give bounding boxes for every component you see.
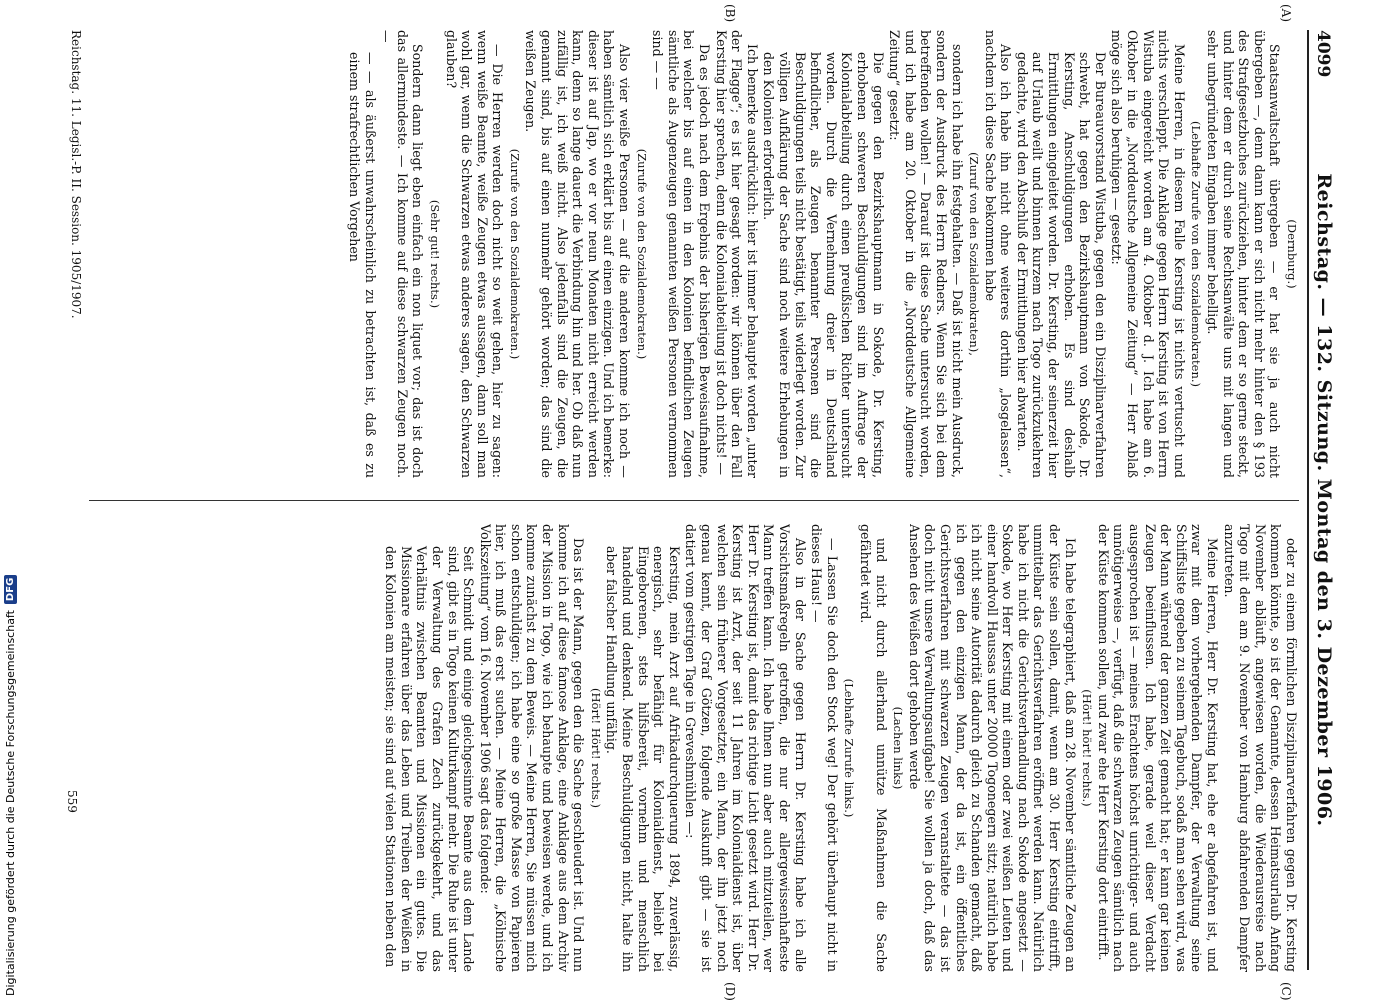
interjection: (Hört! hört! rechts.) <box>1080 689 1095 807</box>
interjection: (Dernburg.) <box>1285 219 1299 289</box>
paragraph: Ich habe telegraphiert, daß am 28. November sämtliche Zeugen an der Küste sein sollen, damit, wenn am 30. Herr Kersting eintrifft, unmittelbar das Gerichtsverfahren eröffnet werden kann. Natürlich habe ich nicht die Gerichtsverhandlung nach Sokode angesetzt — Sokode, wo Herr Kersting mit einem oder zwei weißen Leuten und einer handvoll Haussas unter 20000 Togonegern sitzt; natürlich habe ich nicht seine Autorität dadurch gleich zu Schanden gemacht, daß ich gegen den einzigen Mann, der da ist, ein öffentliches Gerichtsverfahren mit schwarzen Zeugen veranstaltete — das ist doch nicht unsere Verwaltungsaufgabe! Sie wollen ja doch, daß das Ansehen des Weißen dort gehoben werde <box>906 524 1078 972</box>
paragraph: sondern ich habe ihn festgehalten. — Daß ist nicht mein Ausdruck, sondern der Ausdruck des Herrn Redners. Wenn Sie sich bei dem betreffenden wollen! — Darauf ist diese Sache untersucht worden, und ich habe am 20. Oktober in die „Norddeutsche Allgemeine Zeitung“ gesetzt: <box>887 30 965 478</box>
margin-mark-a: (A) <box>1279 4 1293 23</box>
paragraph: Der Bureauvorstand Wistuba, gegen den ein Disziplinarverfahren schwebt, hat gegen den Bezirkshauptmann von Sokode, Dr. Kersting, Anschuldigungen erhoben. Es sind deshalb Ermittlungen eingeleitet worden. Dr. Kersting, der seinerzeit hier auf Urlaub weilt und binnen kurzem nach Togo zurückzukehren gedachte, wird den Abschluß der Ermittlungen hier abwarten. <box>1014 52 1108 478</box>
header-rule <box>1307 30 1309 970</box>
paragraph: Also ich habe ihn nicht ohne weiteres dorthin „losgelassen“, nachdem ich diese Sache bekommen habe <box>982 30 1014 478</box>
left-column <box>99 30 1299 478</box>
paragraph: — Lassen Sie doch den Stock weg! Der gehört überhaupt nicht in dieses Haus! — <box>809 524 840 972</box>
margin-mark-b: (B) <box>723 4 737 23</box>
interjection: (Zurufe von den Sozialdemokraten.) <box>634 148 649 360</box>
paragraph: Meine Herren, Herr Dr. Kersting hat, ehe er abgefahren ist, und zwar mit dem vorhergehenden Dampfer, der Verwaltung seine Schiffsliste gegeben zu seinem Tagebuch, sodaß man sehen wird, was der Mann während der ganzen Zeit gemacht hat; er kann gar keinen Zeugen beeinflussen. Ich habe, gerade weil dieser Verdacht ausgesprochen ist — meines Erachtens höchst unrichtiger- und auch unnötigerweise —, verfügt, daß die schwarzen Zeugen sämtlich nach der Küste kommen sollen, und zwar ehe Herr Kersting dort eintrifft. <box>1095 524 1221 972</box>
right-column <box>99 524 1299 972</box>
interjection: (Lebhafte Zurufe links.) <box>842 678 857 818</box>
margin-mark-d: (D) <box>723 982 737 1001</box>
paragraph: und nicht durch allerhand unnütze Maßnahmen die Sache gefährdet wird. <box>857 524 889 972</box>
paragraph: Meine Herren, in diesem Falle Kersting ist nichts vertuscht und nichts verschleppt. Die Anklage gegen Herrn Kersting ist von Herrn Wistuba eingereicht worden am 4. Oktober d. J. Ich habe am 6. Oktober in die „Norddeutsche Allgemeine Zeitung“ — Herr Ablaß möge sich also beruhigen — gesetzt: <box>1109 30 1187 478</box>
paragraph: Seit Schmidt und einige gleichgesinnte Beamte aus dem Lande sind, gibt es in Togo keinen Kulturkampf mehr. Die Ruhe ist unter der Verwaltung des Grafen Zech zurückgekehrt, und das Verhältnis zwischen Beamten und Missionen ein gutes. Die Missionare erfahren über das Leben und Treiben der Weißen in den Kolonien am meisten; sie sind auf vielen Stationen neben den <box>383 546 477 972</box>
paragraph: — Die Herren werden doch nicht so weit gehen, hier zu sagen: wenn weiße Beamte, weiße Zeugen etwas aussagen, dann soll man wohl gar, wenn die Schwarzen etwas anderes sagen, den Schwarzen glauben? <box>443 30 506 478</box>
margin-mark-c: (C) <box>1279 982 1293 1001</box>
paragraph: Die gegen den Bezirkshauptmann in Sokode, Dr. Kersting, erhobenen schweren Beschuldigungen sind im Auftrage der Kolonialabteilung durch einen preußischen Richter untersucht worden. Durch die Vernehmung dreier in Deutschland befindlicher, als Zeugen benannter Personen sind die Beschuldigungen teils nicht bestätigt, teils widerlegt worden. Zur völligen Aufklärung der Sache sind noch weitere Erhebungen in den Kolonien erforderlich. <box>761 52 886 478</box>
page-number: 4099 <box>1313 30 1333 78</box>
interjection: (Lachen links) <box>891 706 906 790</box>
interjection: (Zuruf von den Sozialdemokraten), <box>967 152 982 356</box>
interjection: (Sehr gut! rechts.) <box>427 199 442 309</box>
paragraph: Staatsanwaltschaft übergeben — er hat sie ja auch nicht übergeben —, denn dann kann er sich nicht mehr hinter den § 193 des Strafgesetzbuches zurückziehen, hinter dem er so gerne steckt, und hinter dem er durch seine Rechtsanwälte uns mit langen und sehr unbegründeten Eingaben immer behelligt. <box>1205 30 1283 478</box>
paragraph: Ich bemerke ausdrücklich: hier ist immer behauptet worden „unter der Flagge“; es ist hier gesagt worden: wir können über den Fall Kersting hier sprechen, denn die Kolonialabteilung ist doch nichts! — <box>713 30 760 478</box>
paragraph: — — als äußerst unwahrscheinlich zu betrachten ist, daß es zu einem strafrechtlichen Vorgehen <box>346 52 378 478</box>
paragraph: Da es jedoch nach dem Ergebnis der bisherigen Beweisaufnahme, bei welcher bis auf einen in den Kolonien befindlichen Zeugen sämtliche als Augenzeugen genannten weißen Personen vernommen sind — — <box>650 30 713 478</box>
paragraph: oder zu einem förmlichen Disziplinarverfahren gegen Dr. Kersting kommen könnte, so ist der Genannte, dessen Heimatsurlaub Anfang November abläuft, angewiesen worden, die Wiederausreise nach Togo mit dem am 9. November von Hamburg abfahrenden Dampfer anzutreten. <box>1221 524 1299 972</box>
paragraph: Also in der Sache gegen Herrn Dr. Kersting habe ich alle Vorsichtsmaßregeln getroffen, die nur der allergewissenhafteste Mann treffen kann. Ich habe Ihnen nun aber auch mitzuteilen, wer Herr Dr. Kersting ist, damit das richtige Licht gesetzt wird. Herr Dr. Kersting ist Arzt, der seit 11 Jahren im Kolonialdienst ist, über welchen sein früherer Vorgesetzter, ein Mann, der ihn jetzt noch genau kennt, der Graf Götzen, folgende Auskunft gibt — sie ist datiert vom gestrigen Tage in Greveshmühlen —: <box>683 524 808 972</box>
paragraph: Kersting, mein Arzt auf Afrikadurchquerung 1894, zuverlässig, energisch, sehr befähigt für Kolonialdienst, beliebt bei Eingeborenen, stets hilfsbereit, vornehm und menschlich handelnd und denkend. Meine Beschuldigungen nicht, halte ihn aber falscher Handlung unfähig. <box>604 546 682 972</box>
paragraph: Also vier weiße Personen — auf die anderen komme ich noch — haben sämtlich sich erklärt bis auf einen einzigen. Und ich bemerke: dieser ist auf Jap, wo er vor neun Monaten nicht erreicht werden kann, denn so lange dauert die Verbindung hin und her. Ob daß nun zufällig ist, ich weiß nicht. Also jedenfalls sind die Zeugen, die genannt sind, bis auf einen nunmehr gehört worden; das sind die weißen Zeugen. <box>523 30 633 478</box>
digitization-credit <box>4 575 17 996</box>
interjection: (Zurufe von den Sozialdemokraten.) <box>507 148 522 360</box>
page-header <box>1309 30 1339 970</box>
column-divider <box>89 500 1299 501</box>
newspaper-page <box>35 0 1345 1000</box>
digitization-text: Digitalisierung gefördert durch die Deutsche Forschungsgemeinschaft <box>4 610 17 996</box>
paragraph: Das ist der Mann, gegen den die Sache geschleudert ist. Und nun komme ich auf diese famose Anklage, eine Anklage aus dem Archiv der Mission in Togo, wie ich behaupte und beweisen werde, und ich komme zunächst zu dem Beweis. — Meine Herren, Sie müssen mich schon entschuldigen; ich habe eine so große Masse von Papieren hier, ich muß das erst suchen. — Meine Herren, die „Kölnische Volkszeitung“ vom 16. November 1906 sagt das folgende: <box>477 524 587 972</box>
interjection: (Hört! Hört! rechts.) <box>588 688 603 808</box>
footer-text: Reichstag. 11. Legisl.-P. II. Session. 1905/1907. <box>69 30 83 319</box>
paragraph: Sondern dann liegt eben einfach ein non liquet vor; das ist doch das allermindeste. — Ich komme auf diese schwarzen Zeugen noch. — <box>379 30 426 478</box>
interjection: (Lebhafte Zurufe von den Sozialdemokraten.) <box>1189 121 1204 387</box>
dfg-logo: DFG <box>4 575 17 604</box>
page-title: Reichstag. — 132. Sitzung. Montag den 3. Dezember 1906. <box>1313 173 1335 827</box>
footer-page-number: 559 <box>65 790 79 813</box>
